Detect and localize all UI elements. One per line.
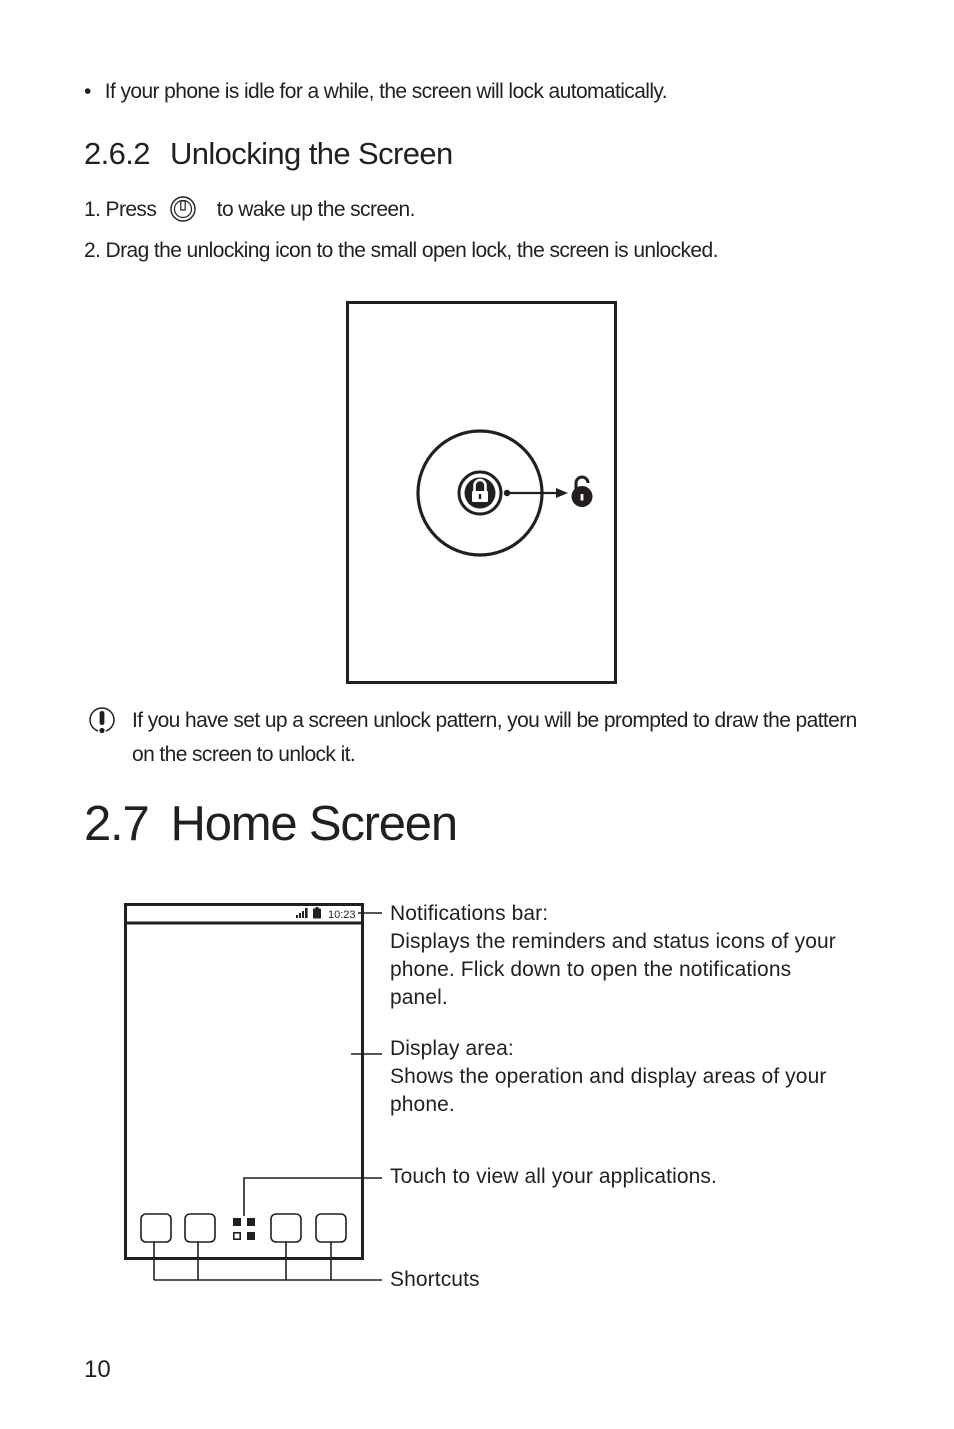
step-1-press: 1. Press — [84, 198, 157, 221]
home-screen-figure — [120, 898, 390, 1290]
notifications-description: Displays the reminders and status icons of your phone. Flick down to open the notifications panel. — [390, 930, 836, 1009]
section-number: 2.7 — [84, 797, 149, 851]
section-number: 2.6.2 — [84, 136, 150, 171]
unlock-screen-figure — [346, 301, 618, 685]
page-number: 10 — [84, 1356, 111, 1383]
callout-shortcuts: Shortcuts — [390, 1268, 480, 1291]
callout-display-area — [390, 1035, 840, 1119]
notifications-title: Notifications bar: — [390, 902, 549, 925]
closed-lock-icon — [459, 472, 501, 514]
step-1 — [84, 198, 415, 222]
shortcut-slot — [141, 1214, 171, 1242]
section-title: Unlocking the Screen — [169, 136, 453, 171]
drag-arrow-origin — [504, 490, 510, 496]
power-button-icon — [161, 200, 211, 220]
section-heading-unlocking — [84, 136, 453, 172]
battery-icon — [313, 907, 321, 919]
auto-lock-text: If your phone is idle for a while, the screen will lock automatically. — [104, 80, 667, 103]
step-2: 2. Drag the unlocking icon to the small open lock, the screen is unlocked. — [84, 239, 718, 262]
section-title: Home Screen — [170, 797, 457, 851]
shortcut-slot — [316, 1214, 346, 1242]
callout-notifications — [390, 900, 850, 1012]
display-description: Shows the operation and display areas of your phone. — [390, 1065, 827, 1116]
shortcut-slot — [271, 1214, 301, 1242]
exclamation-note-icon — [86, 706, 118, 736]
shortcut-slot — [185, 1214, 215, 1242]
section-heading-home-screen — [84, 796, 457, 852]
auto-lock-bullet — [84, 80, 667, 104]
display-title: Display area: — [390, 1037, 514, 1060]
step-1-wake: to wake up the screen. — [216, 198, 415, 221]
unlock-pattern-note: If you have set up a screen unlock pattern, you will be prompted to draw the pattern on the screen to unlock it. — [132, 709, 857, 766]
bullet-mark: • — [84, 80, 91, 103]
status-time: 10:23 — [328, 909, 356, 921]
callout-applications: Touch to view all your applications. — [390, 1165, 717, 1188]
